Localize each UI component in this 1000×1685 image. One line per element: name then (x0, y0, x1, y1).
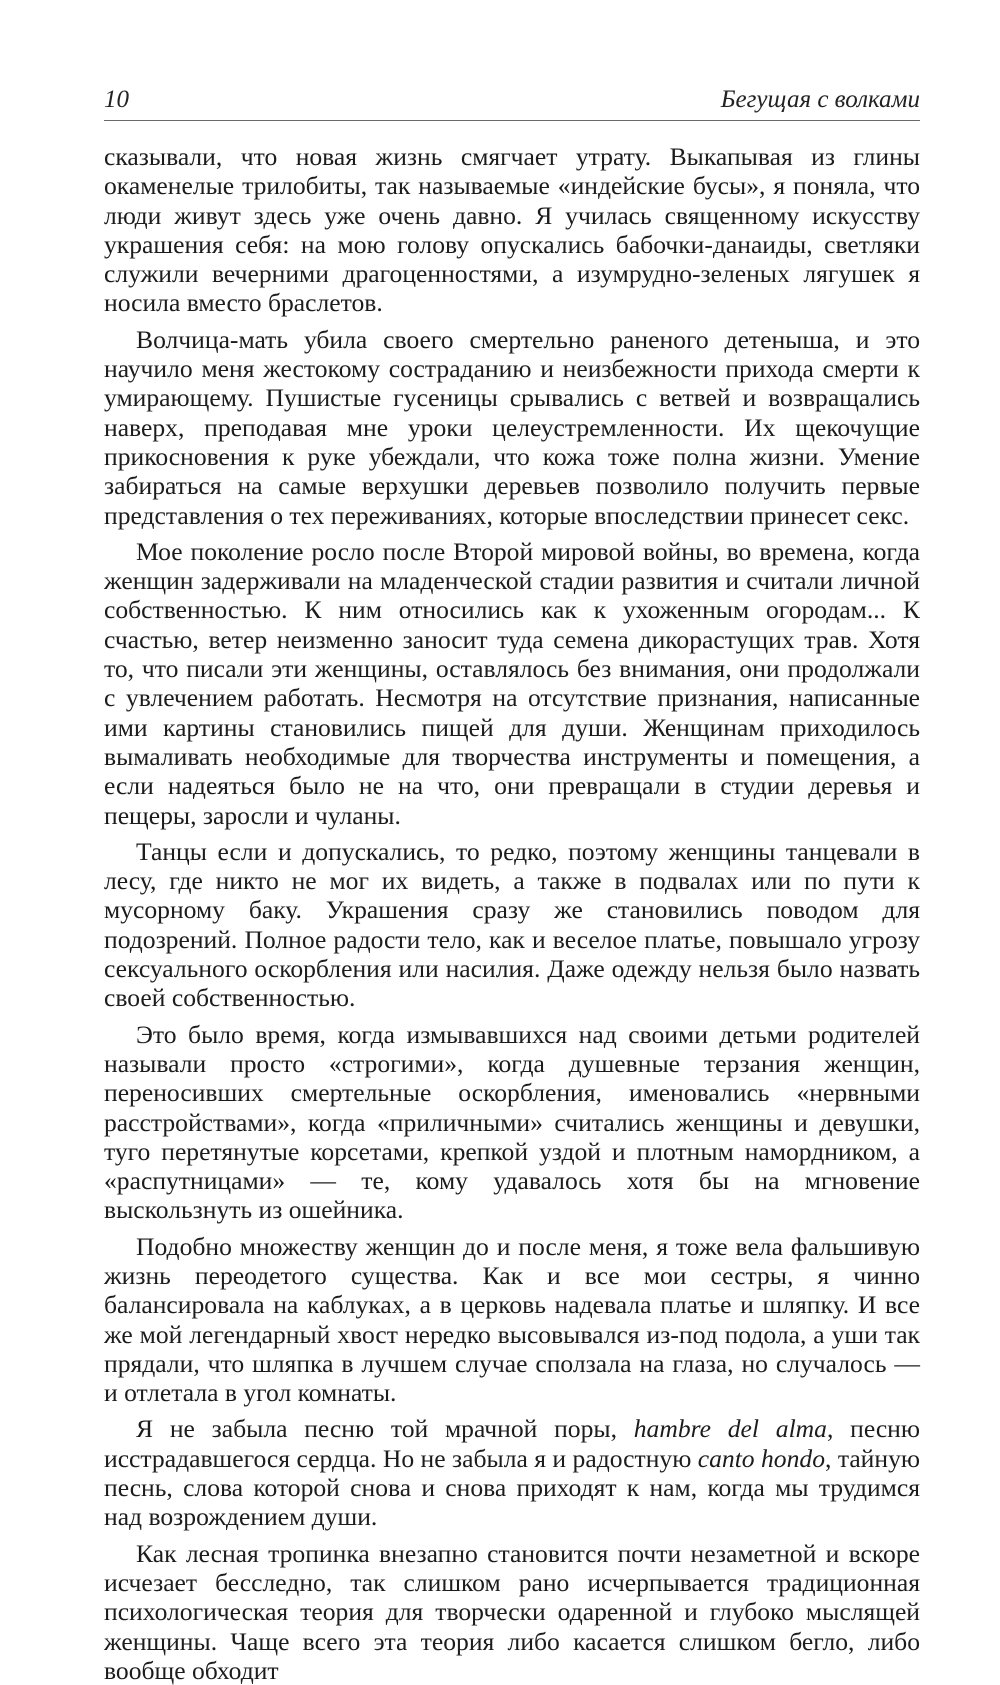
paragraph: Как лесная тропинка внезапно становится почти незаметной и вскоре исчезает бесследно, так слишком рано исчерпывается традиционная психологическая теория для творчески одаренной и глубоко мыслящей женщины. Чаще всего эта теория либо касается слишком бегло, либо вообще обходит (104, 1538, 920, 1685)
book-title: Бегущая с волками (720, 86, 920, 113)
running-header (104, 80, 920, 121)
page-number: 10 (104, 86, 129, 113)
paragraph: Танцы если и допускались, то редко, поэтому женщины танцевали в лесу, где никто не мог их видеть, а также в подвалах или по пути к мусорному баку. Украшения сразу же становились поводом для подозрений. Полное радости тело, как и веселое платье, повышало угрозу сексуального оскорбления или насилия. Даже одежду нельзя было назвать своей собственностью. (104, 836, 920, 1013)
paragraph-text: Я не забыла песню той мрачной поры, (136, 1414, 634, 1444)
paragraph: сказывали, что новая жизнь смягчает утрату. Выкапывая из глины окаменелые трилобиты, так называемые «индейские бусы», я поняла, что люди живут здесь уже очень давно. Я училась священному искусству украшения себя: на мою голову опускались бабочки-данаиды, светляки служили вечерними драгоценностями, а изумрудно-зеленых лягушек я носила вместо браслетов. (104, 142, 920, 318)
paragraph: Подобно множеству женщин до и после меня, я тоже вела фальшивую жизнь переодетого существа. Как и все мои сестры, я чинно балансировала на каблуках, а в церковь надевала платье и шляпку. И все же мой легендарный хвост нередко высовывался из-под подола, а уши так прядали, что шляпка в лучшем случае сползала на глаза, но случалось — и отлетала в угол комнаты. (104, 1231, 920, 1408)
italic-phrase: hambre del alma (633, 1414, 827, 1444)
paragraph: Волчица-мать убила своего смертельно раненого детеныша, и это научило меня жестокому состраданию и неизбежности прихода смерти к умирающему. Пушистые гусеницы срывались с ветвей и возвращались наверх, преподавая мне уроки целеустремленности. Их щекочущие прикосновения к руке убеждали, что кожа тоже полна жизни. Умение забираться на самые верхушки деревьев позволило получить первые представления о тех переживаниях, которые впоследствии принесет секс. (104, 324, 920, 530)
body-text (104, 142, 920, 1685)
italic-phrase: canto hondo (697, 1443, 825, 1473)
paragraph-text: , песню исстрадавшегося сердца. Но не забыла я и радостную (104, 1414, 920, 1473)
paragraph: Мое поколение росло после Второй мировой войны, во времена, когда женщин задерживали на младенческой стадии развития и считали личной собственностью. К ним относились как к ухоженным огородам... К счастью, ветер неизменно заносит туда семена дикорастущих трав. Хотя то, что писали эти женщины, оставлялось без внимания, они продолжали с увлечением работать. Несмотря на отсутствие признания, написанные ими картины становились пищей для души. Женщинам приходилось вымаливать необходимые для творчества инструменты и помещения, а если надеяться было не на что, они превращали в студии деревья и пещеры, заросли и чуланы. (104, 536, 920, 830)
paragraph: Это было время, когда измывавшихся над своими детьми родителей называли просто «строгими», когда душевные терзания женщин, переносивших смертельные оскорбления, именовались «нервными расстройствами», когда «приличными» считались женщины и девушки, туго перетянутые корсетами, крепкой уздой и плотным намордником, а «распутницами» — те, кому удавалось хотя бы на мгновение выскользнуть из ошейника. (104, 1019, 920, 1225)
paragraph-text: , тайную песнь, слова которой снова и снова приходят к нам, когда мы трудимся над возрождением души. (104, 1443, 920, 1532)
paragraph (104, 1414, 920, 1531)
